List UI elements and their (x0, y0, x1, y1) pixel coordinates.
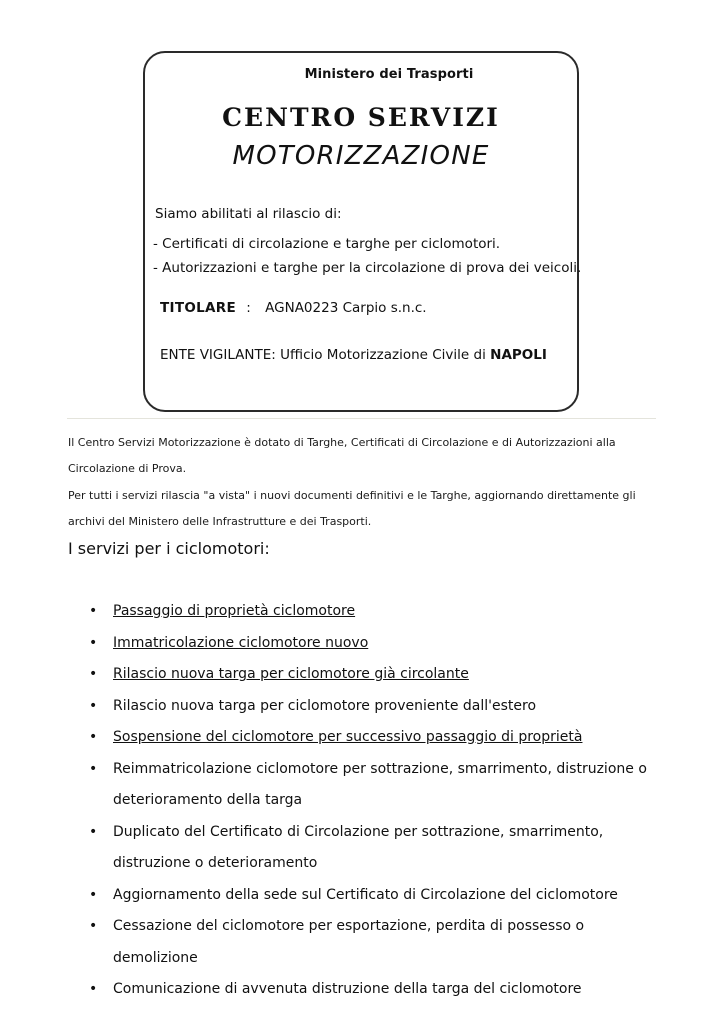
service-label: Rilascio nuova targa per ciclomotore proveniente dall'estero (113, 697, 537, 714)
sign-ministry-title: Ministero dei Trasporti (304, 67, 474, 82)
service-item[interactable] (0, 628, 724, 660)
service-item[interactable] (0, 722, 724, 754)
service-label: Cessazione del ciclomotore per esportazione, perdita di possesso o demolizione (113, 918, 585, 966)
bullet-icon: • (89, 760, 98, 777)
bullet-icon: • (89, 823, 98, 840)
sign-ente-vigilante (160, 347, 547, 363)
sign-card (143, 51, 582, 412)
bullet-icon: • (89, 697, 98, 714)
sign-titolare-value: AGNA0223 Carpio s.n.c. (265, 300, 427, 316)
bullet-icon: • (89, 729, 98, 745)
bullet-icon: • (89, 666, 98, 682)
service-link[interactable]: Rilascio nuova targa per ciclomotore già circolante (113, 666, 469, 682)
bullet-icon: • (89, 981, 98, 997)
bullet-icon: • (89, 603, 98, 619)
service-label: Aggiornamento della sede sul Certificato di Circolazione del ciclomotore (113, 886, 618, 903)
service-link[interactable]: Sospensione del ciclomotore per successivo passaggio di proprietà (113, 729, 583, 745)
service-link[interactable]: Immatricolazione ciclomotore nuovo (113, 634, 369, 651)
sign-item-certificati: - Certificati di circolazione e targhe per ciclomotori. (153, 236, 501, 252)
sign-ente-prefix: ENTE VIGILANTE: Ufficio Motorizzazione Civile di (160, 347, 486, 363)
service-item (0, 974, 724, 1006)
service-label: Duplicato del Certificato di Circolazione per sottrazione, smarrimento, distruzione o deterioramento (113, 823, 604, 871)
service-item (0, 817, 724, 880)
bullet-icon: • (89, 634, 98, 651)
sign-abilitati-text: Siamo abilitati al rilascio di: (155, 206, 342, 222)
intro-paragraph-1: Il Centro Servizi Motorizzazione è dotato di Targhe, Certificati di Circolazione e di Autorizzazioni alla Circolazione di Prova. (68, 436, 616, 475)
sign-item-autorizzazioni: - Autorizzazioni e targhe per la circolazione di prova dei veicoli. (153, 260, 582, 276)
service-item[interactable] (0, 596, 724, 628)
service-item[interactable] (0, 659, 724, 691)
services-list (0, 596, 724, 1006)
sign-ente-city: NAPOLI (490, 347, 547, 363)
bullet-icon: • (89, 886, 98, 903)
service-item (0, 691, 724, 723)
sign-titolare-label: TITOLARE (160, 300, 236, 316)
service-item (0, 911, 724, 974)
sign-titolare (160, 300, 427, 316)
intro-paragraph-2: Per tutti i servizi rilascia "a vista" i nuovi documenti definitivi e le Targhe, aggiornando direttamente gli archivi del Ministero delle Infrastrutture e dei Trasporti. (68, 489, 636, 528)
service-link[interactable]: Passaggio di proprietà ciclomotore (113, 603, 356, 619)
service-item (0, 754, 724, 817)
bullet-icon: • (89, 918, 98, 934)
sign-motorizzazione: MOTORIZZAZIONE (232, 141, 490, 171)
section-heading: I servizi per i ciclomotori: (68, 539, 270, 558)
divider (67, 418, 656, 419)
sign-titolare-separator: : (246, 300, 251, 316)
service-label: Comunicazione di avvenuta distruzione della targa del ciclomotore (113, 981, 582, 997)
sign-centro-servizi: CENTRO SERVIZI (222, 103, 500, 132)
service-item (0, 880, 724, 912)
service-label: Reimmatricolazione ciclomotore per sottrazione, smarrimento, distruzione o deterioramento della targa (113, 760, 647, 808)
